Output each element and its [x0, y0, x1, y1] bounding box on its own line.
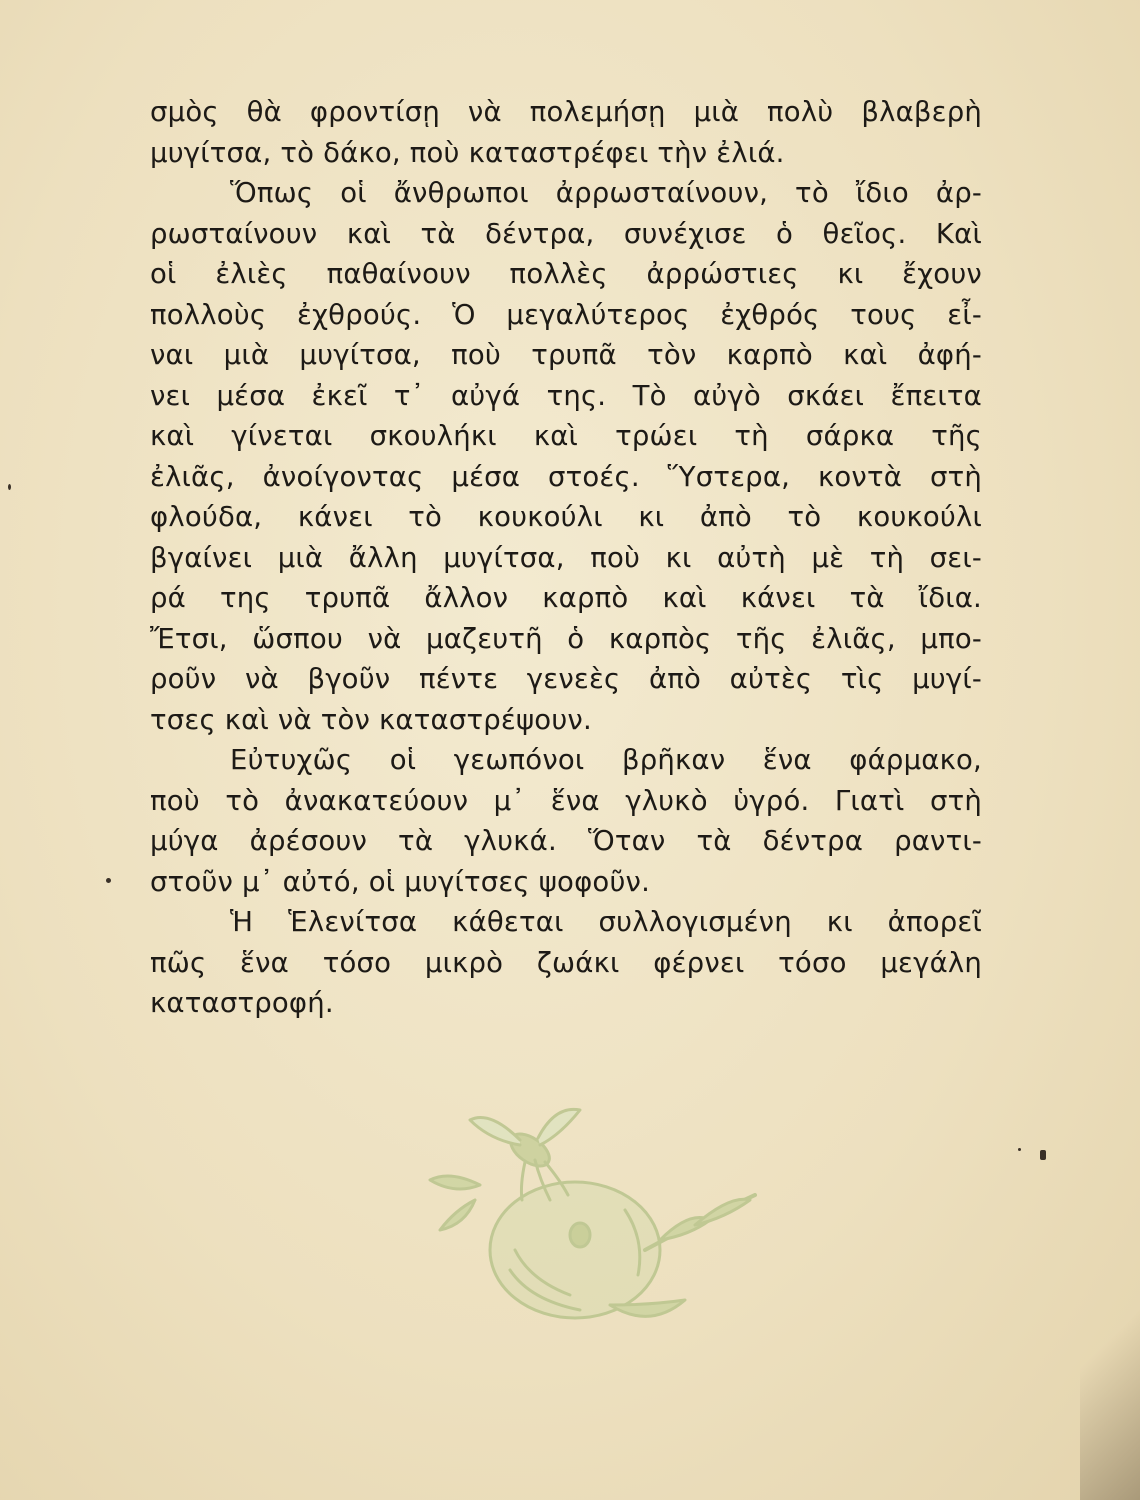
paper-speck	[8, 484, 11, 490]
text-line: τσες καὶ νὰ τὸν καταστρέψουν.	[150, 703, 592, 736]
text-line: Ἡ Ἑλενίτσα κάθεται συλλογισμένη κι ἀπορεῖ	[230, 906, 982, 938]
text-line: πῶς ἕνα τόσο μικρὸ ζωάκι φέρνει τόσο μεγάλη	[150, 946, 982, 979]
text-line: ἐλιᾶς, ἀνοίγοντας μέσα στοές. Ὕστερα, κοντὰ στὴ	[150, 460, 982, 493]
paper-speck	[1040, 1150, 1046, 1160]
text-line: Ἔτσι, ὥσπου νὰ μαζευτῆ ὁ καρπὸς τῆς ἐλιᾶς, μπο-	[150, 622, 982, 655]
text-line: φλούδα, κάνει τὸ κουκούλι κι ἀπὸ τὸ κουκούλι	[150, 501, 982, 533]
olive-branch-illustration-icon	[410, 1100, 770, 1340]
text-line: ποὺ τὸ ἀνακατεύουν μ᾿ ἕνα γλυκὸ ὑγρό. Γιατὶ στὴ	[150, 784, 982, 817]
text-line: μυγίτσα, τὸ δάκο, ποὺ καταστρέφει τὴν ἐλιά.	[150, 136, 785, 169]
text-line: νει μέσα ἐκεῖ τ᾿ αὐγά της. Τὸ αὐγὸ σκάει ἔπειτα	[150, 379, 982, 412]
text-line: σμὸς θὰ φροντίσῃ νὰ πολεμήσῃ μιὰ πολὺ βλαβερὴ	[150, 96, 982, 128]
text-line: πολλοὺς ἐχθρούς. Ὁ μεγαλύτερος ἐχθρός τους εἶ-	[150, 298, 982, 331]
text-line: μύγα ἀρέσουν τὰ γλυκά. Ὅταν τὰ δέντρα ραντι-	[150, 825, 982, 857]
text-line: καταστροφή.	[150, 987, 334, 1019]
text-line: Ὅπως οἱ ἄνθρωποι ἀρρωσταίνουν, τὸ ἴδιο ἀρ-	[230, 177, 982, 209]
paper-speck	[1018, 1148, 1021, 1151]
text-line: οἱ ἐλιὲς παθαίνουν πολλὲς ἀρρώστιες κι ἔχουν	[150, 258, 982, 290]
text-line: βγαίνει μιὰ ἄλλη μυγίτσα, ποὺ κι αὐτὴ μὲ τὴ σει-	[150, 541, 982, 574]
paper-speck	[106, 878, 111, 883]
body-text	[150, 92, 982, 1024]
text-line: Εὐτυχῶς οἱ γεωπόνοι βρῆκαν ἕνα φάρμακο,	[230, 744, 982, 776]
text-line: στοῦν μ᾿ αὐτό, οἱ μυγίτσες ψοφοῦν.	[150, 865, 651, 898]
text-line: ρωσταίνουν καὶ τὰ δέντρα, συνέχισε ὁ θεῖος. Καὶ	[150, 217, 982, 250]
text-line: ροῦν νὰ βγοῦν πέντε γενεὲς ἀπὸ αὐτὲς τὶς μυγί-	[150, 663, 982, 695]
page-corner-shadow	[1080, 1240, 1140, 1500]
text-line: ναι μιὰ μυγίτσα, ποὺ τρυπᾶ τὸν καρπὸ καὶ ἀφή-	[150, 339, 982, 371]
text-line: ρά της τρυπᾶ ἄλλον καρπὸ καὶ κάνει τὰ ἴδια.	[150, 582, 982, 614]
text-line: καὶ γίνεται σκουλήκι καὶ τρώει τὴ σάρκα τῆς	[150, 420, 982, 452]
